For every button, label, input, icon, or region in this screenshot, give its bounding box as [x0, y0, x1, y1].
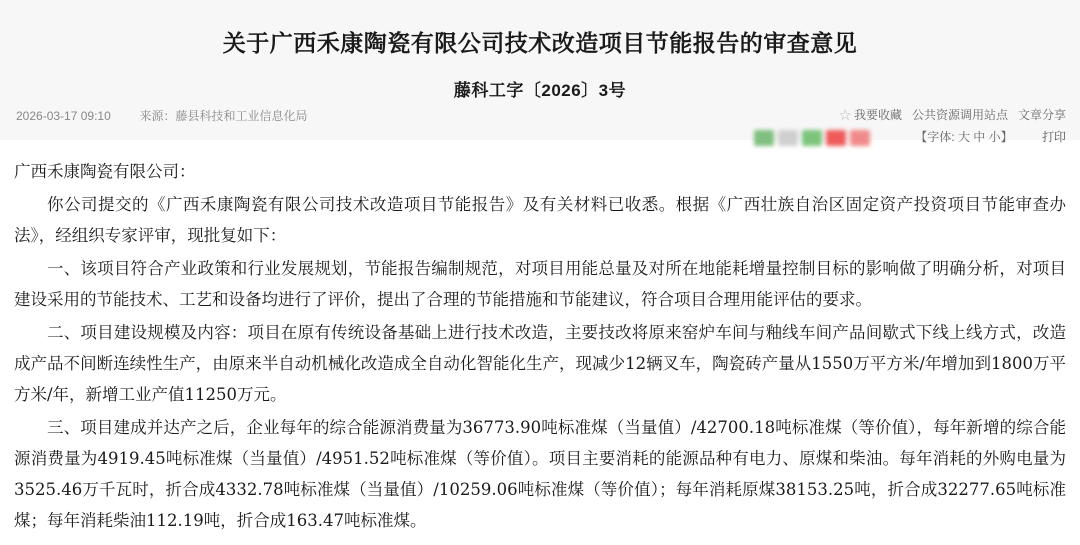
favorite-link[interactable]: 我要收藏 — [853, 108, 902, 122]
publish-datetime: 2026-03-17 09:10 — [16, 109, 111, 123]
font-size-row — [915, 128, 1066, 145]
meta-row — [0, 106, 1080, 144]
source-label: 来源： — [139, 109, 176, 123]
font-size-switcher[interactable]: 【字体: 大 中 小】 — [915, 130, 1013, 144]
print-button[interactable]: 打印 — [1041, 130, 1066, 144]
article-header — [0, 0, 1080, 144]
meta-right — [839, 104, 1067, 127]
meta-left — [16, 106, 307, 126]
star-icon[interactable]: ☆ — [838, 107, 852, 124]
paragraph-3: 二、项目建设规模及内容：项目在原有传统设备基础上进行技术改造，主要技改将原来窑炉车间与釉线车间产品间歇式下线上线方式，改造成产品不间断连续性生产，由原来半自动机械化改造成全自动化智能化生产，现减少12辆叉车，陶瓷砖产量从1550万平方米/年增加到1800万平方米/年，新增工业产值11250万元。 — [14, 323, 1066, 404]
share-icon-1[interactable] — [754, 130, 774, 146]
share-icon-5[interactable] — [850, 130, 870, 146]
share-icon-3[interactable] — [802, 130, 822, 146]
document-number: 藤科工字〔2026〕3号 — [453, 81, 627, 100]
page-title: 关于广西禾康陶瓷有限公司技术改造项目节能报告的审查意见 — [222, 30, 858, 56]
share-link[interactable]: 文章分享 — [1017, 108, 1066, 122]
source-name: 藤县科技和工业信息化局 — [175, 109, 308, 123]
article-body — [0, 140, 1080, 536]
paragraph-1: 你公司提交的《广西禾康陶瓷有限公司技术改造项目节能报告》及有关材料已收悉。根据《广西壮族自治区固定资产投资项目节能审查办法》，经组织专家评审，现批复如下： — [14, 195, 1066, 245]
share-icons-group[interactable] — [754, 130, 870, 146]
share-icon-4[interactable] — [826, 130, 846, 146]
paragraph-4: 三、项目建成并达产之后，企业每年的综合能源消费量为36773.90吨标准煤（当量值）/42700.18吨标准煤（等价值），每年新增的综合能源消费量为4919.45吨标准煤（当量值）/4951.52吨标准煤（等价值）。项目主要消耗的能源品种有电力、原煤和柴油。每年消耗的外购电量为3525.46万千瓦时，折合成4332.78吨标准煤（当量值）/10259.06吨标准煤（等价值）；每年消耗原煤38153.25吨，折合成32277.65吨标准煤；每年消耗柴油112.19吨，折合成163.47吨标准煤。 — [14, 418, 1066, 530]
paragraph-2: 一、该项目符合产业政策和行业发展规划，节能报告编制规范，对项目用能总量及对所在地能耗增量控制目标的影响做了明确分析，对项目建设采用的节能技术、工艺和设备均进行了评价，提出了合理的节能措施和节能建议，符合项目合理用能评估的要求。 — [14, 259, 1066, 309]
share-icon-2[interactable] — [778, 130, 798, 146]
salutation: 广西禾康陶瓷有限公司： — [14, 162, 196, 181]
public-resource-link[interactable]: 公共资源调用站点 — [911, 108, 1008, 122]
